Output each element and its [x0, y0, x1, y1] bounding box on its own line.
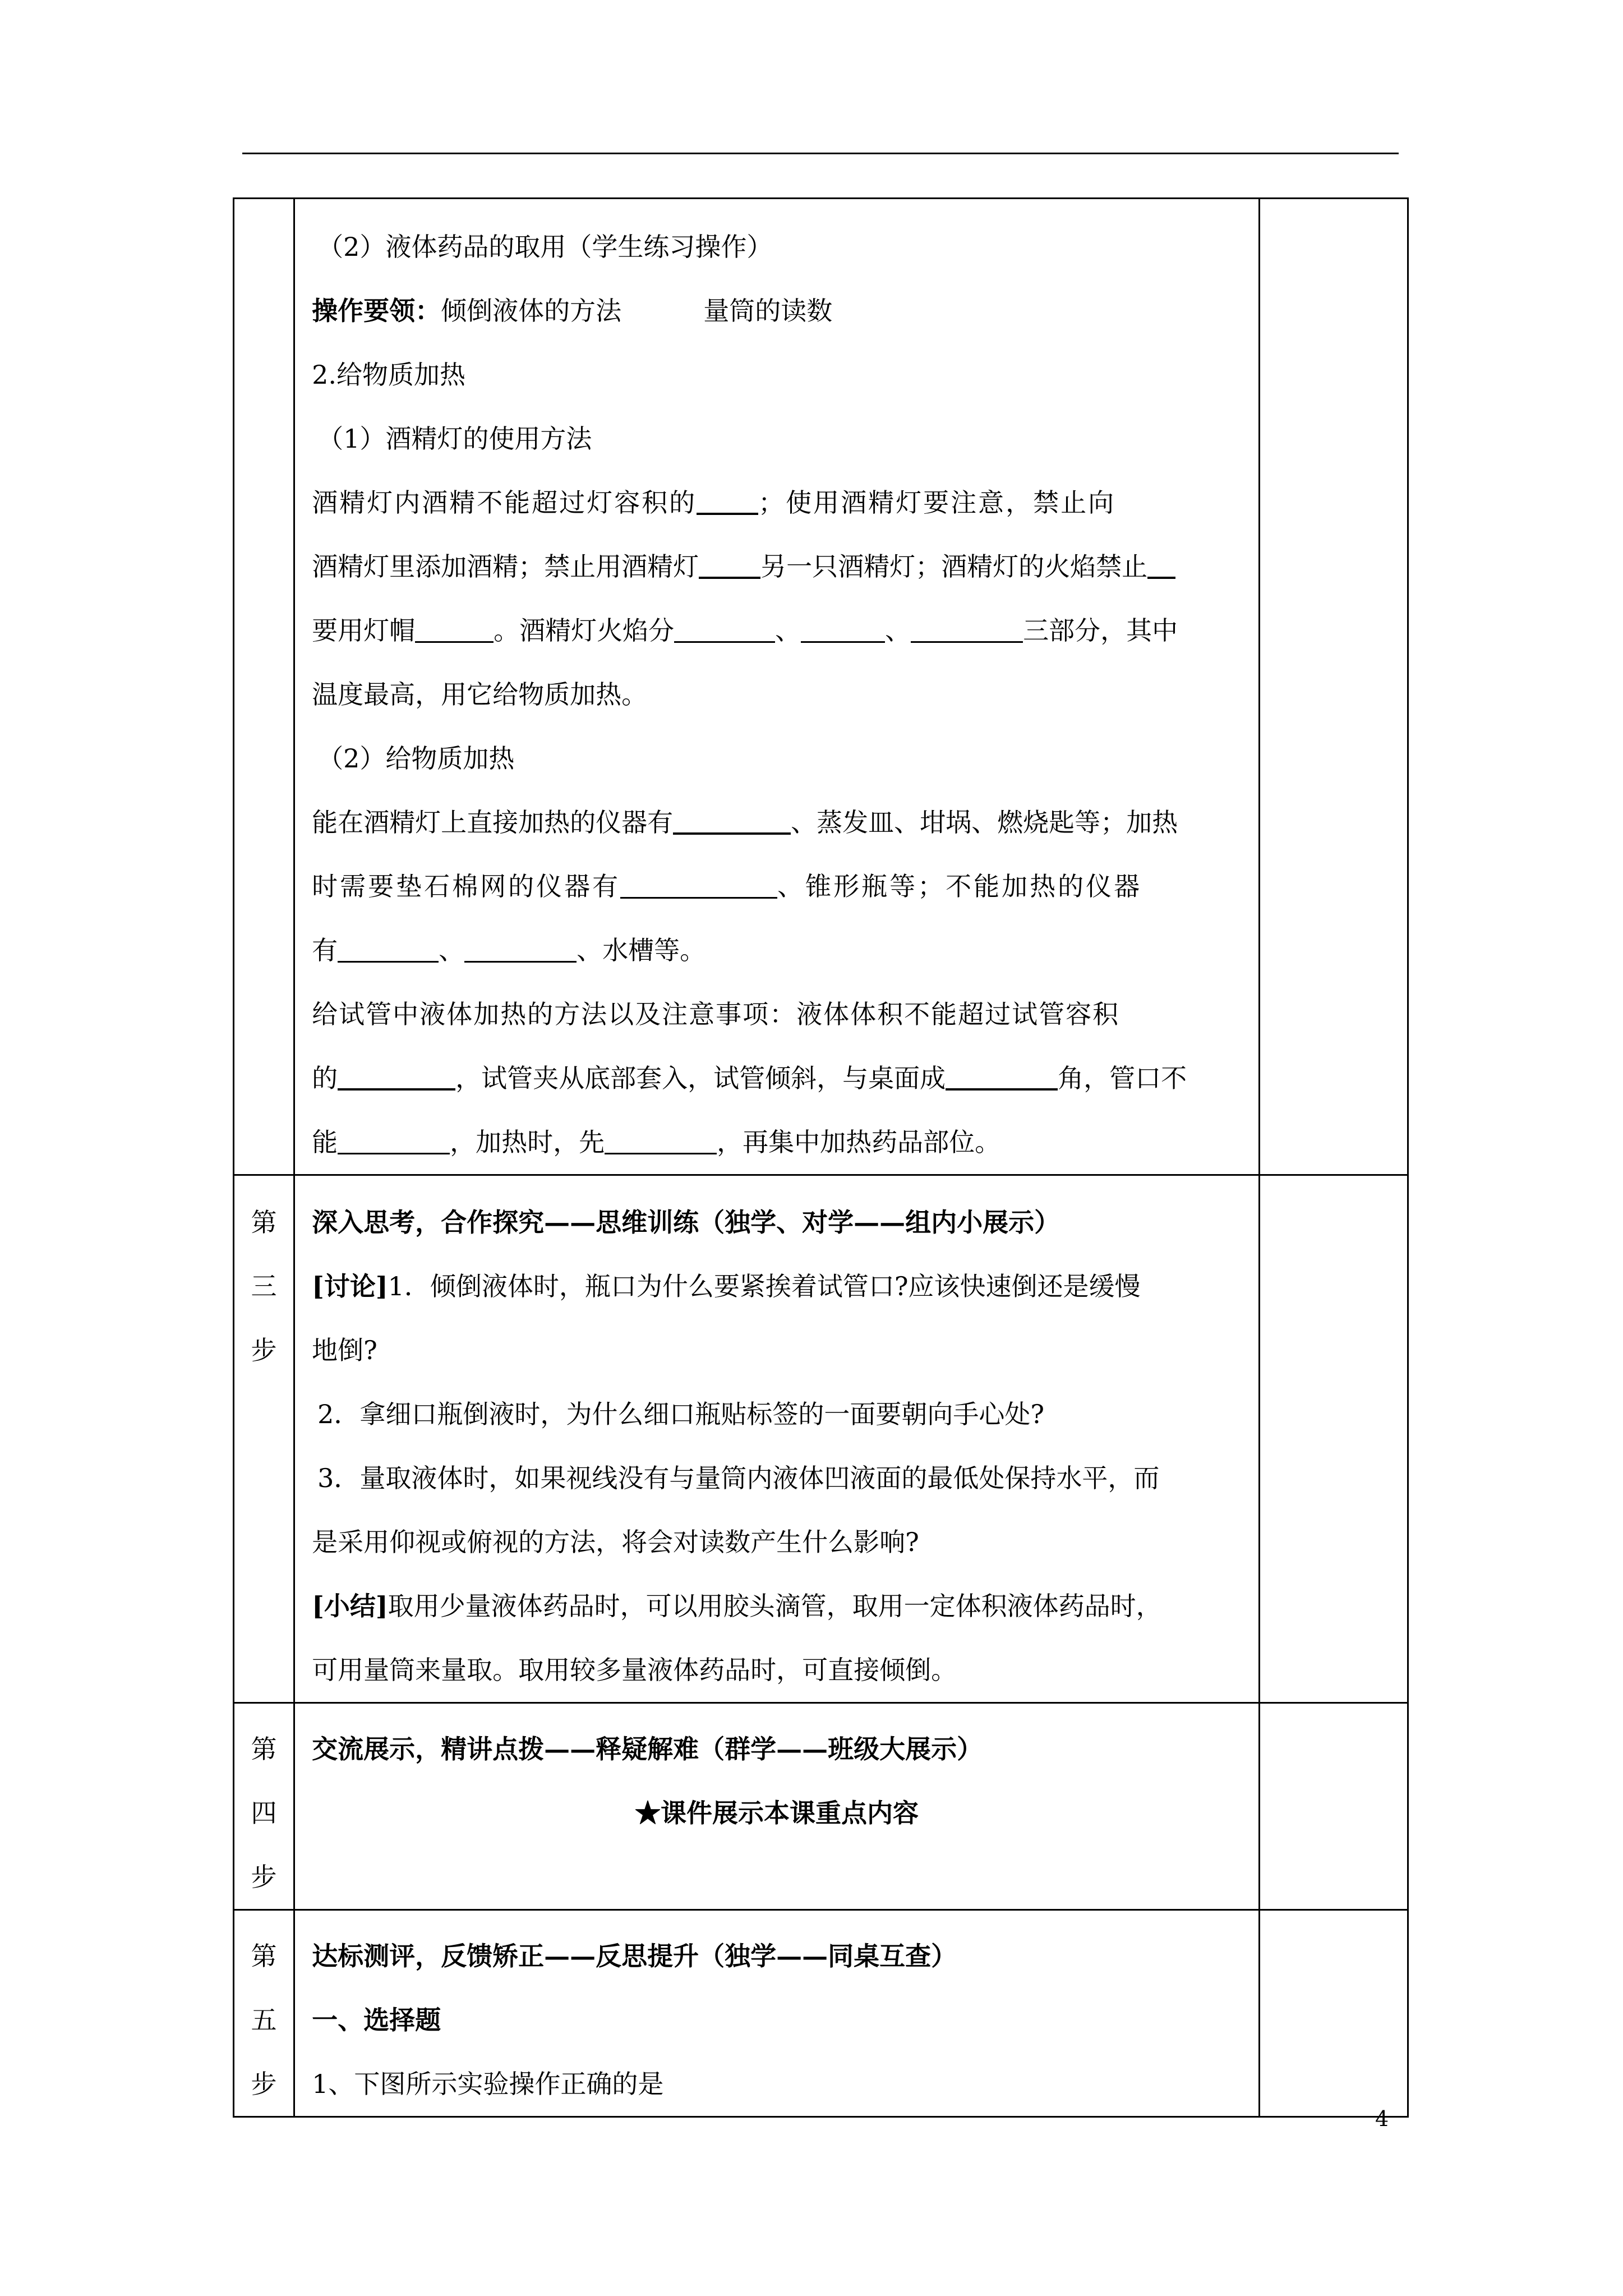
fill-blank[interactable]: [338, 1130, 450, 1154]
discussion-q1: [295, 1254, 1258, 1318]
step-label-char: 步: [251, 1862, 277, 1892]
fill-blank[interactable]: [697, 490, 758, 515]
step-label: [234, 1190, 293, 1382]
note-cell: [1259, 199, 1408, 1175]
subheading-liquid: （2）液体药品的取用（学生练习操作）: [317, 232, 773, 262]
tube-line-3: [295, 1110, 1258, 1174]
table-row-step-5: [234, 1910, 1408, 2117]
table-row-step-4: [234, 1703, 1408, 1910]
discussion-q3: 3．量取液体时，如果视线没有与量筒内液体凹液面的最低处保持水平，而: [317, 1463, 1160, 1493]
fill-blank[interactable]: [338, 1066, 455, 1091]
fill-blank[interactable]: [338, 938, 439, 963]
text-segment: 1．倾倒液体时，瓶口为什么要紧挨着试管口?应该快速倒还是缓慢: [388, 1271, 1141, 1301]
step-5-title: 达标测评，反馈矫正——反思提升（独学——同桌互查）: [312, 1941, 957, 1971]
fill-blank[interactable]: [605, 1130, 717, 1154]
operation-points-text: 倾倒液体的方法 量筒的读数: [441, 296, 833, 326]
text-segment: 要用灯帽: [312, 615, 416, 646]
fill-blank[interactable]: [464, 938, 577, 963]
text-segment: ，再集中加热药品部位。: [717, 1127, 1001, 1157]
note-cell: [1259, 1175, 1408, 1703]
lamp-line-4: 温度最高，用它给物质加热。: [312, 679, 648, 710]
step-label-char: 第: [251, 1734, 277, 1764]
table-row-step-3: [234, 1175, 1408, 1703]
text-segment: 。酒精灯火焰分: [494, 615, 675, 646]
text-segment: 时需要垫石棉网的仪器有: [312, 871, 621, 901]
text-segment: ，试管夹从底部套入，试管倾斜，与桌面成: [455, 1063, 946, 1093]
fill-blank[interactable]: [415, 619, 494, 643]
step-label-char: 第: [251, 1207, 277, 1237]
tube-line-2: [295, 1046, 1258, 1110]
page-number: 4: [1375, 2106, 1389, 2131]
subheading-heating: （2）给物质加热: [317, 743, 515, 774]
text-segment: 、水槽等。: [577, 935, 706, 965]
step-label-char: 三: [251, 1271, 277, 1301]
table-row: [234, 199, 1408, 1175]
fill-blank[interactable]: [1147, 554, 1175, 579]
header-rule: [242, 153, 1399, 154]
heat-line-1: [295, 790, 1258, 854]
step-label-char: 五: [251, 2005, 277, 2035]
lamp-line-3: [295, 599, 1258, 662]
fill-blank[interactable]: [674, 619, 775, 643]
fill-blank[interactable]: [699, 554, 760, 579]
summary-tag: [小结]: [312, 1591, 388, 1621]
operation-points: [295, 279, 1258, 343]
text-segment: 、: [885, 615, 911, 646]
discussion-tag: [讨论]: [312, 1271, 388, 1301]
step-label-char: 四: [251, 1798, 277, 1828]
step-4-title: 交流展示，精讲点拨——释疑解难（群学——班级大展示）: [312, 1734, 983, 1764]
text-segment: 、蒸发皿、坩埚、燃烧匙等；加热: [791, 807, 1178, 838]
content-cell: [294, 1703, 1260, 1910]
fill-blank[interactable]: [911, 619, 1023, 643]
discussion-q1-cont: 地倒?: [312, 1335, 377, 1365]
lamp-line-2: [295, 535, 1258, 599]
heat-line-2: [295, 854, 1258, 918]
text-segment: 能在酒精灯上直接加热的仪器有: [312, 807, 674, 838]
text-segment: 能: [312, 1127, 338, 1157]
note-cell: [1259, 1910, 1408, 2117]
section-heading: 一、选择题: [312, 2005, 441, 2035]
step-label-char: 步: [251, 1335, 277, 1365]
summary-cont: 可用量筒来量取。取用较多量液体药品时，可直接倾倒。: [312, 1655, 957, 1685]
text-segment: ；使用酒精灯要注意，禁止向: [758, 487, 1116, 518]
heading-heating: 2.给物质加热: [312, 360, 465, 390]
text-segment: 、: [439, 935, 465, 965]
step-3-title: 深入思考，合作探究——思维训练（独学、对学——组内小展示）: [312, 1207, 1061, 1237]
text-segment: 有: [312, 935, 338, 965]
text-segment: 酒精灯内酒精不能超过灯容积的: [312, 487, 697, 518]
fill-blank[interactable]: [946, 1066, 1058, 1091]
content-cell: [294, 1910, 1260, 2117]
text-segment: 另一只酒精灯；酒精灯的火焰禁止: [760, 551, 1148, 582]
question-1: 1、下图所示实验操作正确的是: [312, 2069, 664, 2099]
discussion-q3-cont: 是采用仰视或俯视的方法，将会对读数产生什么影响?: [312, 1527, 919, 1557]
content-cell: [294, 199, 1260, 1175]
operation-points-label: 操作要领：: [312, 296, 441, 326]
text-segment: 三部分，其中: [1023, 615, 1178, 646]
fill-blank[interactable]: [620, 875, 777, 899]
fill-blank[interactable]: [673, 810, 791, 835]
lesson-table: [233, 197, 1409, 2118]
lamp-line-1: [295, 471, 1258, 535]
heat-line-3: [295, 918, 1258, 982]
text-segment: 、锥形瓶等；不能加热的仪器: [777, 871, 1142, 901]
step-label-char: 步: [251, 2069, 277, 2099]
subheading-lamp: （1）酒精灯的使用方法: [317, 424, 592, 454]
discussion-q2: 2．拿细口瓶倒液时，为什么细口瓶贴标签的一面要朝向手心处?: [317, 1399, 1044, 1429]
content-cell: [294, 1175, 1260, 1703]
step-label-cell: [234, 1910, 294, 2117]
text-segment: 的: [312, 1063, 338, 1093]
step-4-subtitle: ★课件展示本课重点内容: [635, 1798, 919, 1828]
step-label-cell: [234, 1703, 294, 1910]
step-label-char: 第: [251, 1941, 277, 1971]
step-label-cell: [234, 1175, 294, 1703]
tube-line-1: 给试管中液体加热的方法以及注意事项：液体体积不能超过试管容积: [312, 999, 1120, 1029]
note-cell: [1259, 1703, 1408, 1910]
text-segment: 、: [775, 615, 801, 646]
step-label: [234, 1924, 293, 2116]
text-segment: 取用少量液体药品时，可以用胶头滴管，取用一定体积液体药品时，: [388, 1591, 1162, 1621]
step-cell: [234, 199, 294, 1175]
step-label: [234, 1717, 293, 1909]
text-segment: ，加热时，先: [450, 1127, 605, 1157]
text-segment: 角，管口不: [1058, 1063, 1187, 1093]
text-segment: 酒精灯里添加酒精；禁止用酒精灯: [312, 551, 699, 582]
fill-blank[interactable]: [801, 619, 885, 643]
summary: [295, 1574, 1258, 1638]
